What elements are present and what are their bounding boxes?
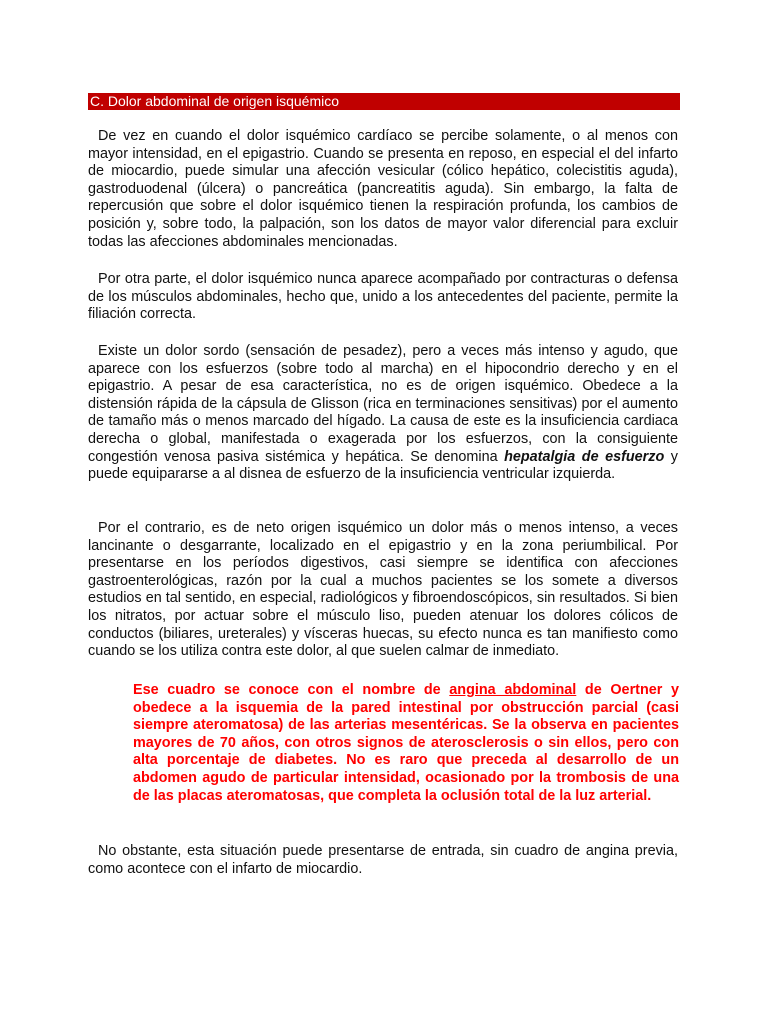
paragraph-closing-note: No obstante, esta situación puede presentarse de entrada, sin cuadro de angina previa, como acontece con el infarto de miocardio. (88, 843, 678, 877)
paragraph-hepatalgia-text-end: y puede equipararse a al disnea de esfuerzo de la insuficiencia ventricular izquierda. (88, 448, 678, 483)
paragraph-hepatalgia-text-start: Existe un dolor sordo (sensación de pesadez), pero a veces más intenso y agudo, que aparece con los esfuerzos (sobre todo al marcha) en el hipocondrio derecho y en el epigastrio. A pesar de esa característica, no es de origen isquémico. Obedece a la distensión rápida de la cápsula de Glisson (rica en terminaciones sensitivas) por el aumento de tamaño más o menos marcado del hígado. La causa de este es la insuficiencia cardiaca derecha o global, manifestada o exagerada por los esfuerzos, con la consiguiente congestión venosa pasiva sistémica y hepática. Se denomina (88, 343, 678, 465)
callout-text-end: de Oertner y obedece a la isquemia de la pared intestinal por obstrucción parcial (casi siempre ateromatosa) de las arterias mesentéricas. Se la observa en pacientes mayores de 70 años, con otros signos de aterosclerosis o sin ellos, pero con alta porcentaje de diabetes. No es raro que preceda al desarrollo de un abdomen agudo de particular intensidad, ocasionado por la trombosis de una de las placas ateromatosas, que completa la oclusión total de la luz arterial. (133, 682, 679, 804)
callout-angina-abdominal (133, 682, 679, 805)
paragraph-cardiac-epigastric-pain: De vez en cuando el dolor isquémico cardíaco se percibe solamente, o al menos con mayor intensidad, en el epigastrio. Cuando se presenta en reposo, en especial el del infarto de miocardio, puede simular una afección vesicular (cólico hepático, colecistitis aguda), gastroduodenal (úlcera) o pancreática (pancreatitis aguda). Sin embargo, la falta de repercusión que sobre el dolor isquémico tienen la respiración profunda, los cambios de posición y, sobre todo, la palpación, son los datos de mayor valor diferencial para excluir todas las afecciones abdominales mencionadas. (88, 128, 678, 250)
paragraph-ischemic-abdominal-pain: Por el contrario, es de neto origen isquémico un dolor más o menos intenso, a veces lancinante o desgarrante, localizado en el epigastrio y en la zona periumbilical. Por presentarse en los períodos digestivos, casi siempre se identifica con afecciones gastroenterológicas, razón por la cual a muchos pacientes se los somete a diversos estudios en tal sentido, en especial, radiológicos y fibroendoscópicos, sin resultados. Si bien los nitratos, por actuar sobre el músculo liso, pueden atenuar los dolores cólicos de conductos (biliares, ureterales) y vísceras huecas, su efecto nunca es tan manifiesto como cuando se los utiliza contra este dolor, al que suelen calmar de inmediato. (88, 520, 678, 660)
paragraph-abdominal-defense: Por otra parte, el dolor isquémico nunca aparece acompañado por contracturas o defensa de los músculos abdominales, hecho que, unido a los antecedentes del paciente, permite la filiación correcta. (88, 271, 678, 323)
term-angina-abdominal: angina abdominal (449, 682, 577, 698)
section-heading: C. Dolor abdominal de origen isquémico (88, 93, 680, 110)
callout-text-start: Ese cuadro se conoce con el nombre de (133, 682, 450, 698)
paragraph-hepatalgia (88, 343, 678, 484)
term-hepatalgia-de-esfuerzo: hepatalgia de esfuerzo (504, 448, 665, 465)
